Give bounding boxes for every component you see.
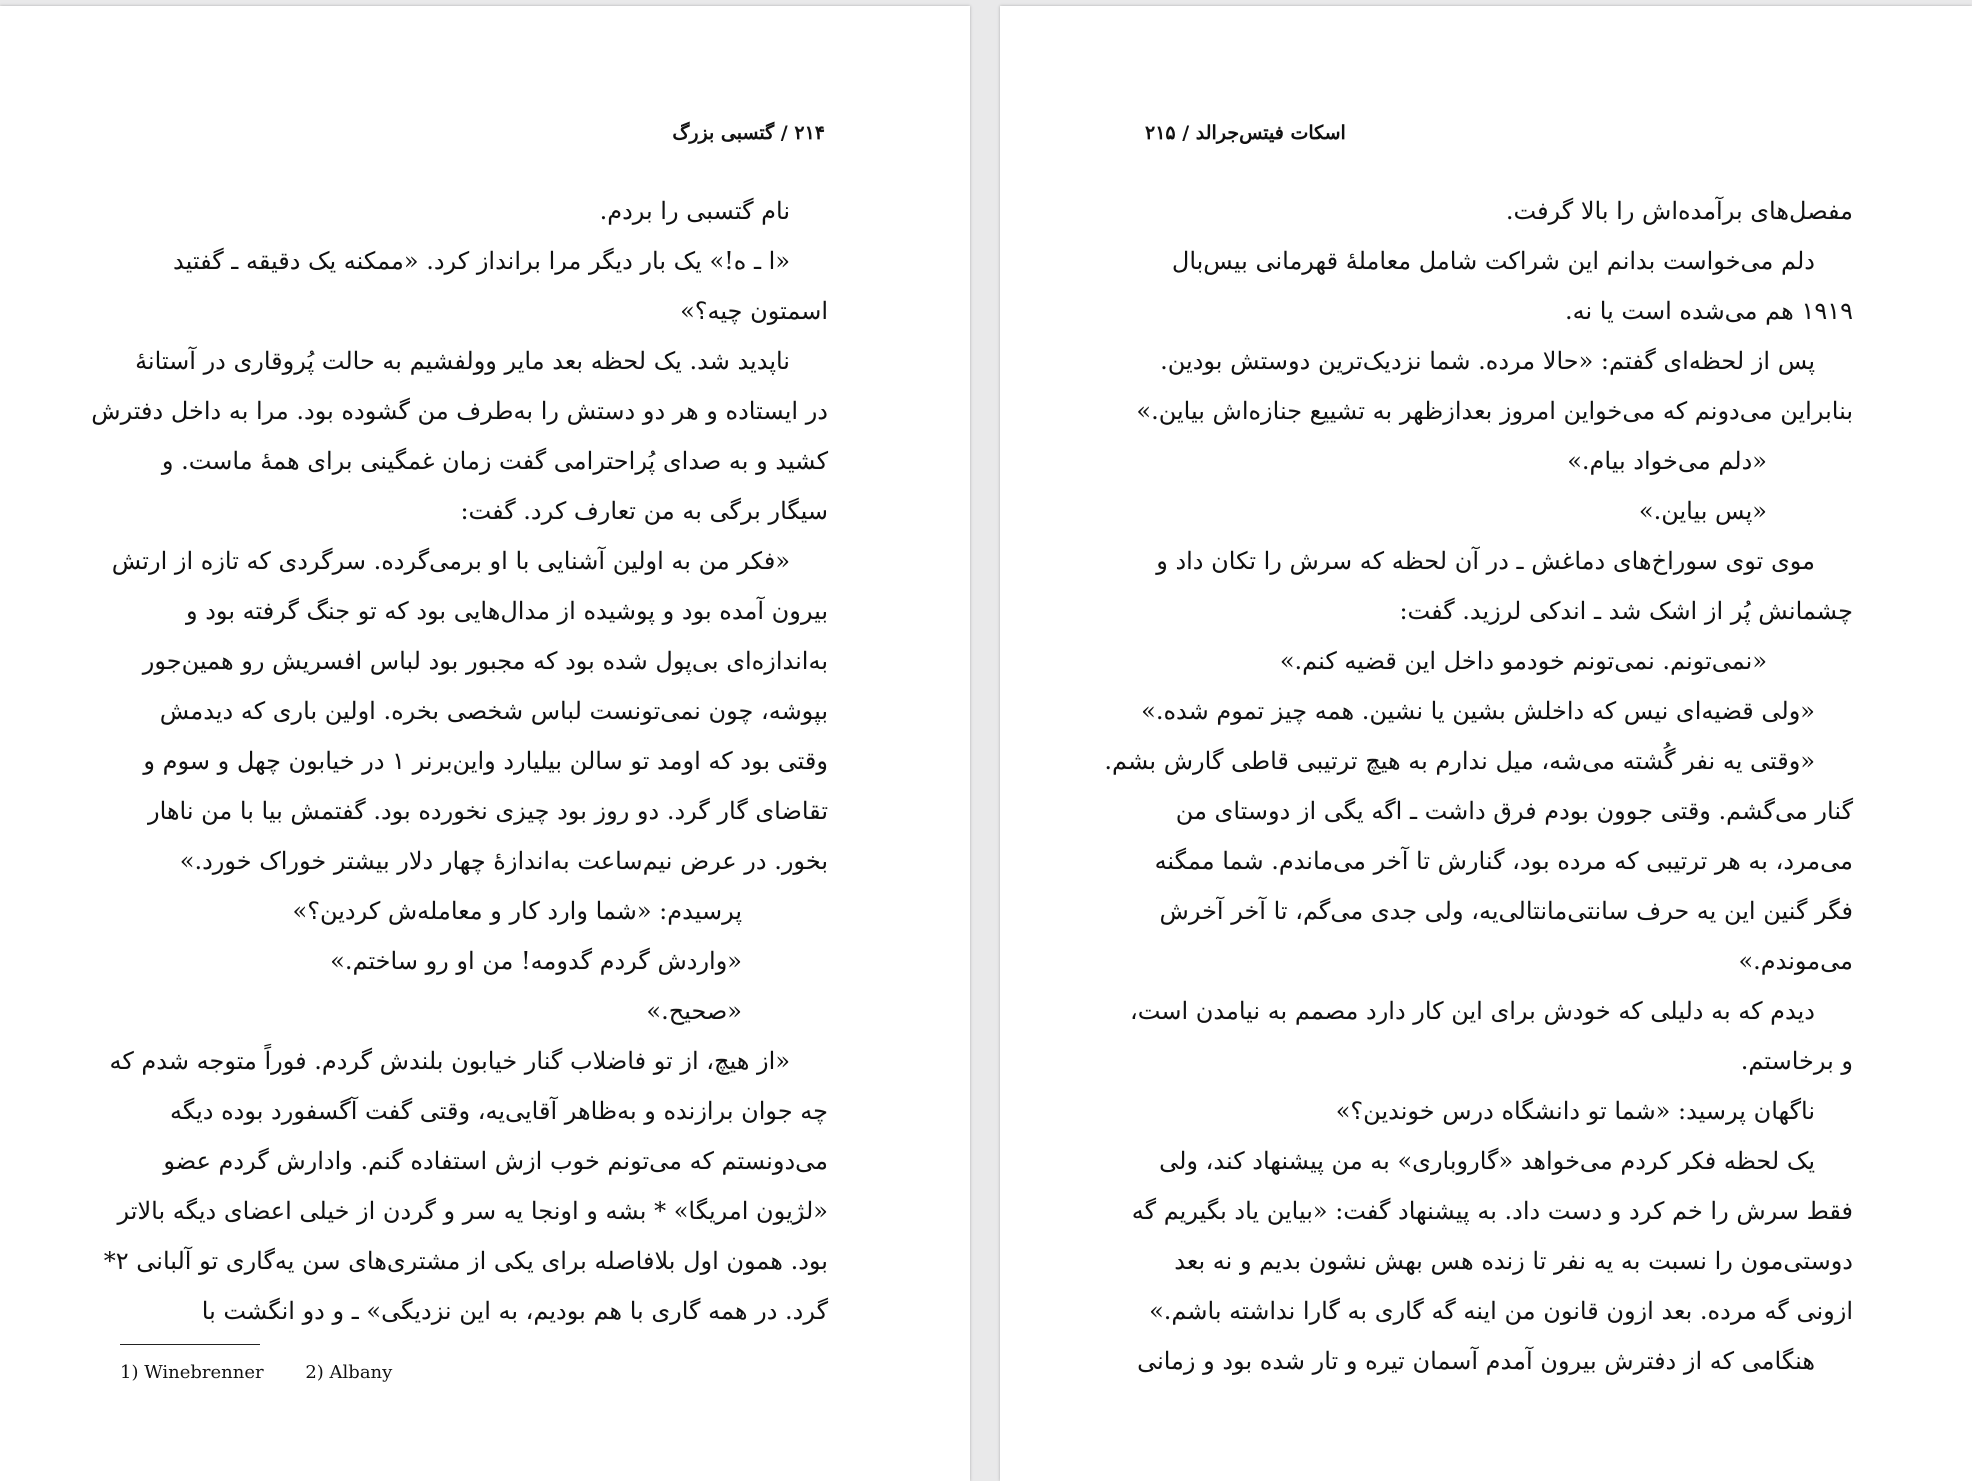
footnote-2: 2) Albany	[305, 1362, 393, 1383]
text-line: ازونی گه مرده. بعد ازون قانون من اینه گه گاری به گارا نداشته باشم.»	[1149, 1297, 1853, 1325]
text-line: بود. همون اول بلافاصله برای یکی از مشتری‌های سن یه‌گاری تو آلبانی ۲*	[103, 1247, 828, 1275]
footnote-divider	[120, 1344, 260, 1345]
text-line: تقاضای گار گرد. دو روز بود چیزی نخورده بود. گفتمش بیا با من ناهار	[147, 797, 828, 825]
text-line: ۱۹۱۹ هم می‌شده است یا نه.	[1565, 297, 1853, 325]
text-line: چه جوان برازنده و به‌ظاهر آقایی‌یه، وقتی گفت آگسفورد بوده دیگه	[169, 1097, 828, 1125]
text-line: به‌اندازه‌ای بی‌پول شده بود که مجبور بود لباس افسریش رو همین‌جور	[142, 647, 828, 675]
text-line: وقتی بود که اومد تو سالن بیلیارد واین‌برنر ۱ در خیابون چهل و سوم و	[143, 747, 828, 775]
text-line: «وقتی یه نفر گُشته می‌شه، میل ندارم به هیچ ترتیبی قاطی گارش بشم.	[1104, 747, 1815, 775]
text-line: اسمتون چیه؟»	[680, 297, 828, 325]
text-line: گرد. در همه گاری با هم بودیم، به این نزدیگی» ـ و دو انگشت با	[201, 1297, 828, 1325]
text-line: بپوشه، چون نمی‌تونست لباس شخصی بخره. اولین باری که دیدمش	[159, 697, 828, 725]
text-line: «نمی‌تونم. نمی‌تونم خودمو داخل این قضیه کنم.»	[1279, 647, 1767, 675]
text-line: و برخاستم.	[1740, 1047, 1853, 1075]
left-page-body	[91, 186, 828, 1336]
text-line: هنگامی که از دفترش بیرون آمدم آسمان تیره و تار شده بود و زمانی	[1137, 1347, 1815, 1375]
text-line: یک لحظه فکر کردم می‌خواهد «گاروباری» به من پیشنهاد کند، ولی	[1159, 1147, 1815, 1175]
text-line: فقط سرش را خم کرد و دست داد. به پیشنهاد گفت: «بیاین یاد بگیریم گه	[1131, 1197, 1853, 1225]
text-line: می‌موندم.»	[1738, 947, 1853, 975]
text-line: بیرون آمده بود و پوشیده از مدال‌هایی بود که تو جنگ گرفته بود و	[186, 597, 828, 625]
text-line: ناگهان پرسید: «شما تو دانشگاه درس خوندین؟»	[1335, 1097, 1815, 1125]
text-line: بخور. در عرض نیم‌ساعت به‌اندازهٔ چهار دلار بیشتر خوراک خورد.»	[179, 847, 828, 875]
right-page-body	[1104, 186, 1853, 1386]
text-line: کشید و به صدای پُراحترامی گفت زمان غمگینی برای همهٔ ماست. و	[161, 447, 828, 475]
text-line: دلم می‌خواست بدانم این شراکت شامل معاملهٔ قهرمانی بیس‌بال	[1171, 247, 1815, 275]
text-line: ناپدید شد. یک لحظه بعد مایر وولفشیم به حالت پُروقاری در آستانهٔ	[135, 347, 790, 375]
text-line: دیدم که به دلیلی که خودش برای این کار دارد مصمم به نیامدن است،	[1130, 997, 1815, 1025]
text-line: سیگار برگی به من تعارف کرد. گفت:	[460, 497, 828, 525]
text-line: در ایستاده و هر دو دستش را به‌طرف من گشوده بود. مرا به داخل دفترش	[91, 397, 828, 425]
text-line: «صحیح.»	[646, 997, 742, 1025]
text-line: «لژیون امریگا» * بشه و اونجا یه سر و گردن از خیلی اعضای دیگه بالاتر	[117, 1197, 828, 1225]
footnote-1: 1) Winebrenner	[120, 1362, 264, 1383]
text-line: پرسیدم: «شما وارد کار و معامله‌ش کردین؟»	[292, 897, 742, 925]
text-line: موی توی سوراخ‌های دماغش ـ در آن لحظه که سرش را تکان داد و	[1156, 547, 1815, 575]
text-line: چشمانش پُر از اشک شد ـ اندکی لرزید. گفت:	[1399, 597, 1853, 625]
footnotes	[120, 1362, 428, 1383]
text-line: «دلم می‌خواد بیام.»	[1567, 447, 1767, 475]
text-line: «ولی قضیه‌ای نیس که داخلش بشین یا نشین. همه چیز تموم شده.»	[1141, 697, 1815, 725]
text-line: «از هیچ، از تو فاضلاب گنار خیابون بلندش گردم. فوراً متوجه شدم که	[109, 1047, 790, 1075]
text-line: پس از لحظه‌ای گفتم: «حالا مرده. شما نزدیک‌ترین دوستش بودین.	[1160, 347, 1815, 375]
text-line: مفصل‌های برآمده‌اش را بالا گرفت.	[1505, 197, 1853, 225]
text-line: «فکر من به اولین آشنایی با او برمی‌گرده. سرگردی که تازه از ارتش	[111, 547, 790, 575]
text-line: می‌مرد، به هر ترتیبی که مرده بود، گنارش تا آخر می‌ماندم. شما ممگنه	[1154, 847, 1853, 875]
text-line: نام گتسبی را بردم.	[599, 197, 790, 225]
text-line: «ا ـ ه!» یک بار دیگر مرا برانداز کرد. «ممکنه یک دقیقه ـ گفتید	[173, 247, 790, 275]
right-page	[1000, 6, 1972, 1481]
text-line: «پس بیاین.»	[1638, 497, 1767, 525]
left-page	[0, 6, 970, 1481]
left-page-header: ۲۱۴ / گتسبی بزرگ	[672, 122, 825, 144]
text-line: گنار می‌گشم. وقتی جوون بودم فرق داشت ـ اگه یگی از دوستای من	[1175, 797, 1853, 825]
right-page-header: اسکات فیتس‌جرالد / ۲۱۵	[1145, 122, 1346, 144]
text-line: می‌دونستم که می‌تونم خوب ازش استفاده گنم. وادارش گردم عضو	[163, 1147, 828, 1175]
text-line: بنابراین می‌دونم که می‌خواین امروز بعدازظهر به تشییع جنازه‌اش بیاین.»	[1136, 397, 1853, 425]
text-line: فگر گنین این یه حرف سانتی‌مانتالی‌یه، ولی جدی می‌گم، تا آخر آخرش	[1159, 897, 1853, 925]
text-line: دوستی‌مون را نسبت به یه نفر تا زنده هس بهش نشون بدیم و نه بعد	[1174, 1247, 1853, 1275]
text-line: «واردش گردم گدومه! من او رو ساختم.»	[330, 947, 742, 975]
